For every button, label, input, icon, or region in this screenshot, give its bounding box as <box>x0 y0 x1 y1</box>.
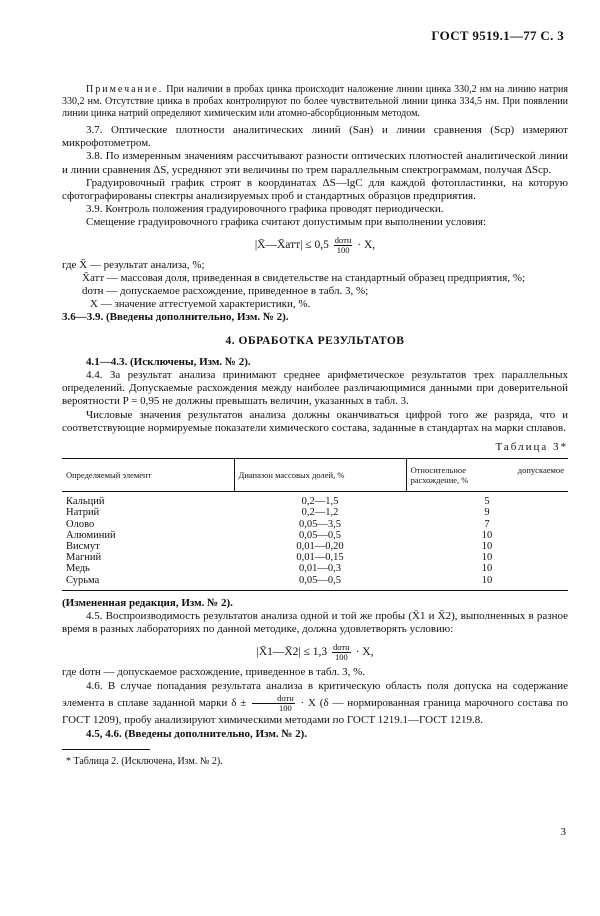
running-header: ГОСТ 9519.1—77 С. 3 <box>431 28 564 43</box>
footnote: * Таблица 2. (Исключена, Изм. № 2). <box>66 755 223 767</box>
table-row <box>62 492 568 508</box>
cell-range: 0,01—0,15 <box>296 552 344 564</box>
formula2-left: |X̄1—X̄2| ≤ 1,3 <box>256 645 328 658</box>
definition-item: где dотн — допускаемое расхождение, приведенное в табл. 3, %. <box>62 665 366 678</box>
cell-element: Алюминий <box>66 529 116 541</box>
clause-3-9: 3.9. Контроль положения градуировочного графика проводят периодически. <box>86 203 444 216</box>
definition-item: X — значение аттестуемой характеристики, %. <box>90 298 311 311</box>
note-paragraph <box>62 84 568 120</box>
definition-item: X̄атт — массовая доля, приведенная в свидетельстве на стандартный образец предприятия, %; <box>82 271 526 284</box>
table-row <box>62 552 568 563</box>
cell-range: 0,01—0,3 <box>299 563 342 575</box>
cell-range: 0,2—1,5 <box>301 496 339 508</box>
amendment-note: 3.6—3.9. (Введены дополнительно, Изм. № 2). <box>62 311 289 324</box>
section-heading: 4. ОБРАБОТКА РЕЗУЛЬТАТОВ <box>225 334 405 347</box>
cell-range: 0,05—0,5 <box>234 575 406 591</box>
formula-reproducibility <box>62 643 568 662</box>
note-label: Примечание. <box>86 84 164 95</box>
cell-tolerance: 10 <box>481 529 493 541</box>
page-number: 3 <box>560 826 566 838</box>
formula1-fraction <box>334 236 353 255</box>
amendment-note: (Измененная редакция, Изм. № 2). <box>62 596 233 609</box>
formula-shift-condition <box>62 236 568 255</box>
amendment-note: 4.5, 4.6. (Введены дополнительно, Изм. № 2). <box>86 727 308 740</box>
formula2-den: 100 <box>335 651 348 662</box>
tolerance-table <box>62 458 568 591</box>
cell-tolerance: 9 <box>484 507 490 519</box>
formula2-num: dотн <box>333 641 350 652</box>
cell-tolerance: 10 <box>481 563 493 575</box>
formula2-fraction <box>332 643 351 662</box>
clause-4-4-rounding: Числовые значения результатов анализа должны оканчиваться цифрой того же разряда, что и соответствующие нормируемые показатели химического состава, заданные в стандартах на марки сплавов. <box>62 408 568 434</box>
clause-3-9-condition: Смещение градуировочного графика считают допустимым при выполнении условия: <box>86 216 487 229</box>
clause-4-6-den: 100 <box>279 702 292 713</box>
cell-tolerance: 10 <box>481 541 493 553</box>
table-row <box>62 507 568 518</box>
clause-4-1: 4.1—4.3. (Исключены, Изм. № 2). <box>86 355 251 368</box>
formula1-right: · X, <box>357 238 376 251</box>
cell-tolerance: 5 <box>484 496 490 508</box>
table-row <box>62 541 568 552</box>
clause-4-5: 4.5. Воспроизводимость результатов анализа одной и той же пробы (X̄1 и X̄2), выполненных в разное время в разных лабораториях по данной методике, должна удовлетворять условию: <box>62 610 568 636</box>
formula2-right: · X, <box>355 645 374 658</box>
definition-item: где X̄ — результат анализа, %; <box>62 258 205 271</box>
cell-range: 0,05—0,5 <box>299 529 342 541</box>
clause-3-7: 3.7. Оптические плотности аналитических линий (Sан) и линии сравнения (Sср) измеряют микрофотометром. <box>62 124 568 150</box>
formula1-den: 100 <box>336 244 350 255</box>
clause-4-6-fraction <box>252 694 295 713</box>
column-header: Определяемый элемент <box>62 459 234 492</box>
cell-element: Медь <box>66 563 90 575</box>
column-header: Относительное допускаемое расхождение, % <box>406 459 568 492</box>
formula1-num: dотн <box>334 234 352 245</box>
table-row <box>62 575 568 591</box>
clause-4-6-part2: · X (δ — нормированная граница марочного состава по ГОСТ 1209), пробу анализируют химическими методами по ГОСТ 1219.1—ГОСТ 1219.8. <box>62 696 569 726</box>
note-text: При наличии в пробах цинка происходит наложение линии цинка 330,2 нм на линию натрия 330,2 нм. Отсутствие цинка в пробах контролируют по более чувствительной линии цинка 334,5 нм. При появлении линии цинка натрий определяют химическим или атомно-абсорбционным методом. <box>62 84 568 119</box>
clause-4-6 <box>62 679 568 728</box>
table-row <box>62 530 568 541</box>
cell-range: 0,2—1,2 <box>301 507 339 519</box>
table-header-row <box>62 459 568 492</box>
clause-3-8: 3.8. По измеренным значениям рассчитывают разности оптических плотностей аналитической линии и линии сравнения ΔS, усредняют эти величины по трем параллельным спектрограммам, получая ΔSср. <box>62 150 568 176</box>
formula1-left: |X̄—X̄атт| ≤ 0,5 <box>254 238 329 251</box>
cell-element: Магний <box>66 552 102 564</box>
cell-element: Висмут <box>66 541 100 553</box>
table-row <box>62 563 568 574</box>
cell-range: 0,05—3,5 <box>299 518 342 530</box>
clause-4-6-num: dотн <box>252 694 295 704</box>
definitions-list-1 <box>62 259 568 312</box>
document-body <box>62 84 568 768</box>
table-caption: Таблица 3* <box>495 441 568 454</box>
column-header: Диапазон массовых долей, % <box>234 459 406 492</box>
footnote-rule <box>62 749 150 750</box>
clause-4-6-part1: 4.6. В случае попадания результата анализа в критическую область поля допуска на содержание элемента в сплаве заданной марки δ ± <box>62 679 568 709</box>
cell-element: Натрий <box>66 507 100 519</box>
definition-item: dотн — допускаемое расхождение, приведенное в табл. 3, %; <box>82 285 369 298</box>
clause-3-8-graph: Градуировочный график строят в координатах ΔS—lgC для каждой фотопластинки, на которую сфотографированы спектры анализируемых проб и стандартных образцов предприятия. <box>62 176 568 203</box>
table-row <box>62 519 568 530</box>
cell-tolerance: 7 <box>484 518 490 530</box>
cell-tolerance: 10 <box>406 575 568 591</box>
clause-4-4: 4.4. За результат анализа принимают среднее арифметическое результатов трех параллельных определений. Допускаемые расхождения между наиболее различающимися данными при доверительной вероятности P = 0,95 не должны превышать величин, указанных в табл. 3. <box>62 369 568 408</box>
cell-range: 0,01—0,20 <box>296 541 344 553</box>
cell-tolerance: 10 <box>481 552 493 564</box>
cell-element: Сурьма <box>62 575 234 591</box>
cell-element: Олово <box>66 518 95 530</box>
cell-element: Кальций <box>66 496 105 508</box>
